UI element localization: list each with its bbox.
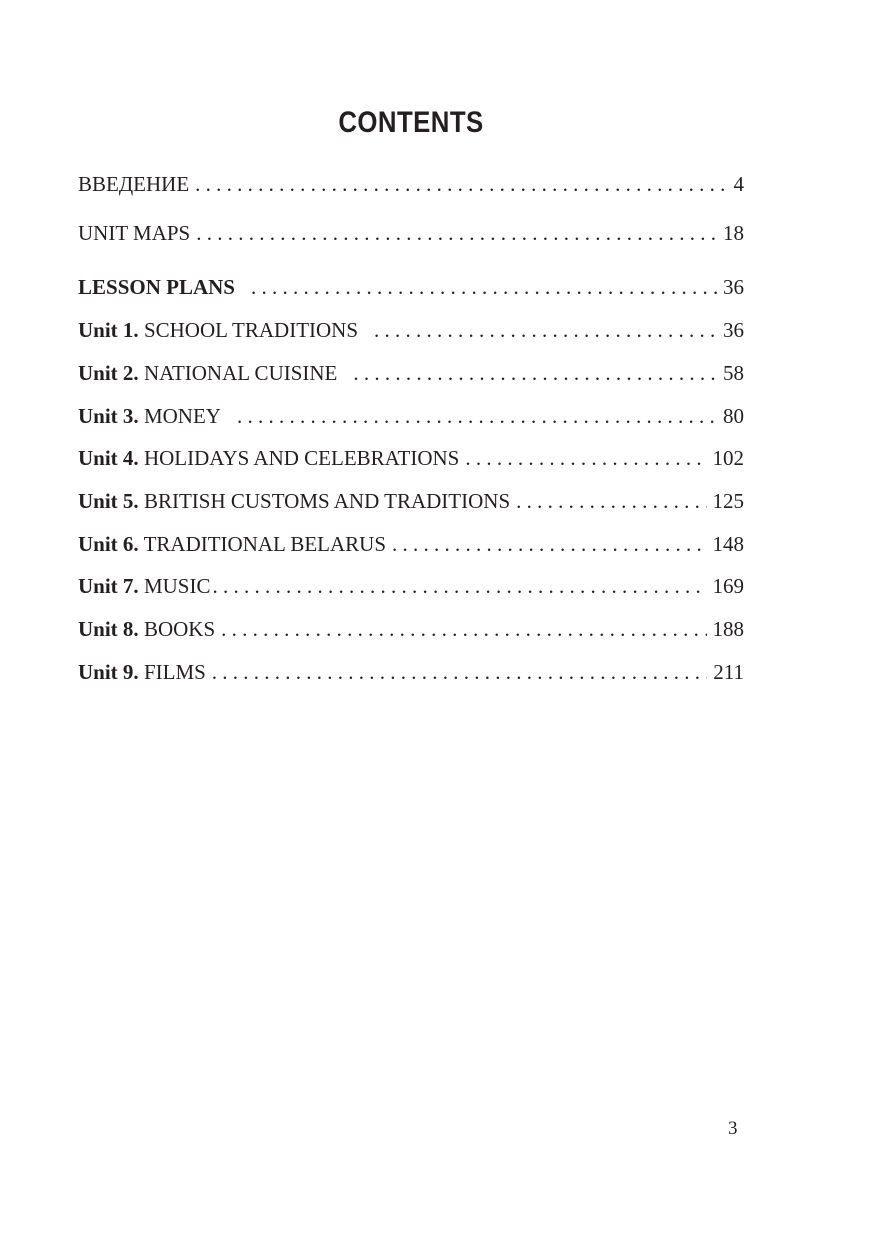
toc-entry-unit-6[interactable]	[78, 531, 744, 557]
dot-leader	[221, 616, 706, 642]
toc-entry-lesson-plans[interactable]	[78, 274, 744, 300]
toc-entry-introduction[interactable]	[78, 171, 744, 197]
unit-title: TRADITIONAL BELARUS	[143, 532, 387, 556]
toc-entry-unit-4[interactable]	[78, 445, 744, 471]
unit-number: Unit 8.	[78, 617, 139, 641]
dot-leader	[392, 531, 706, 557]
dot-leader	[465, 445, 706, 471]
toc-entry-unit-9[interactable]	[78, 659, 744, 685]
page-title: CONTENTS	[338, 106, 484, 139]
toc-entry-page: 18	[723, 221, 744, 245]
dot-leader	[212, 573, 706, 599]
toc-entry-unit-5[interactable]	[78, 488, 744, 514]
toc-entry-page: 80	[723, 404, 744, 428]
toc-entry-page: 211	[713, 660, 744, 684]
toc-entry-label: UNIT MAPS	[78, 221, 191, 245]
unit-number: Unit 4.	[78, 446, 139, 470]
dot-leader	[516, 488, 706, 514]
unit-title: BOOKS	[143, 617, 216, 641]
toc-entry-page: 4	[733, 172, 744, 196]
toc-entry-page: 188	[712, 617, 744, 641]
toc-entry-page: 36	[723, 318, 744, 342]
unit-title: MONEY	[143, 404, 221, 428]
dot-leader	[237, 403, 717, 429]
unit-title: NATIONAL CUISINE	[143, 361, 338, 385]
unit-title: FILMS	[143, 660, 206, 684]
unit-number: Unit 5.	[78, 489, 139, 513]
unit-title: MUSIC	[143, 574, 211, 598]
page-number: 3	[728, 1118, 738, 1139]
toc-entry-page: 36	[723, 275, 744, 299]
toc-entry-unit-8[interactable]	[78, 616, 744, 642]
dot-leader	[251, 274, 717, 300]
dot-leader	[196, 220, 717, 246]
unit-title: HOLIDAYS AND CELEBRATIONS	[143, 446, 460, 470]
toc-entry-unit-maps[interactable]	[78, 220, 744, 246]
unit-title: BRITISH CUSTOMS AND TRADITIONS	[143, 489, 511, 513]
toc-section-heading: LESSON PLANS	[78, 275, 235, 299]
toc-entry-page: 125	[712, 489, 744, 513]
unit-number: Unit 1.	[78, 318, 139, 342]
unit-number: Unit 7.	[78, 574, 139, 598]
unit-number: Unit 2.	[78, 361, 139, 385]
unit-number: Unit 6.	[78, 532, 139, 556]
dot-leader	[195, 171, 727, 197]
toc-entry-unit-2[interactable]	[78, 360, 744, 386]
unit-number: Unit 3.	[78, 404, 139, 428]
dot-leader	[374, 317, 717, 343]
toc-entry-page: 169	[712, 574, 744, 598]
toc-entry-unit-3[interactable]	[78, 403, 744, 429]
dot-leader	[353, 360, 717, 386]
unit-title: SCHOOL TRADITIONS	[143, 318, 359, 342]
toc-entry-page: 102	[712, 446, 744, 470]
toc-entry-page: 58	[723, 361, 744, 385]
dot-leader	[212, 659, 707, 685]
toc-entry-label: ВВЕДЕНИЕ	[78, 172, 190, 196]
unit-number: Unit 9.	[78, 660, 139, 684]
toc-entry-unit-7[interactable]	[78, 573, 744, 599]
toc-entry-page: 148	[712, 532, 744, 556]
toc-entry-unit-1[interactable]	[78, 317, 744, 343]
